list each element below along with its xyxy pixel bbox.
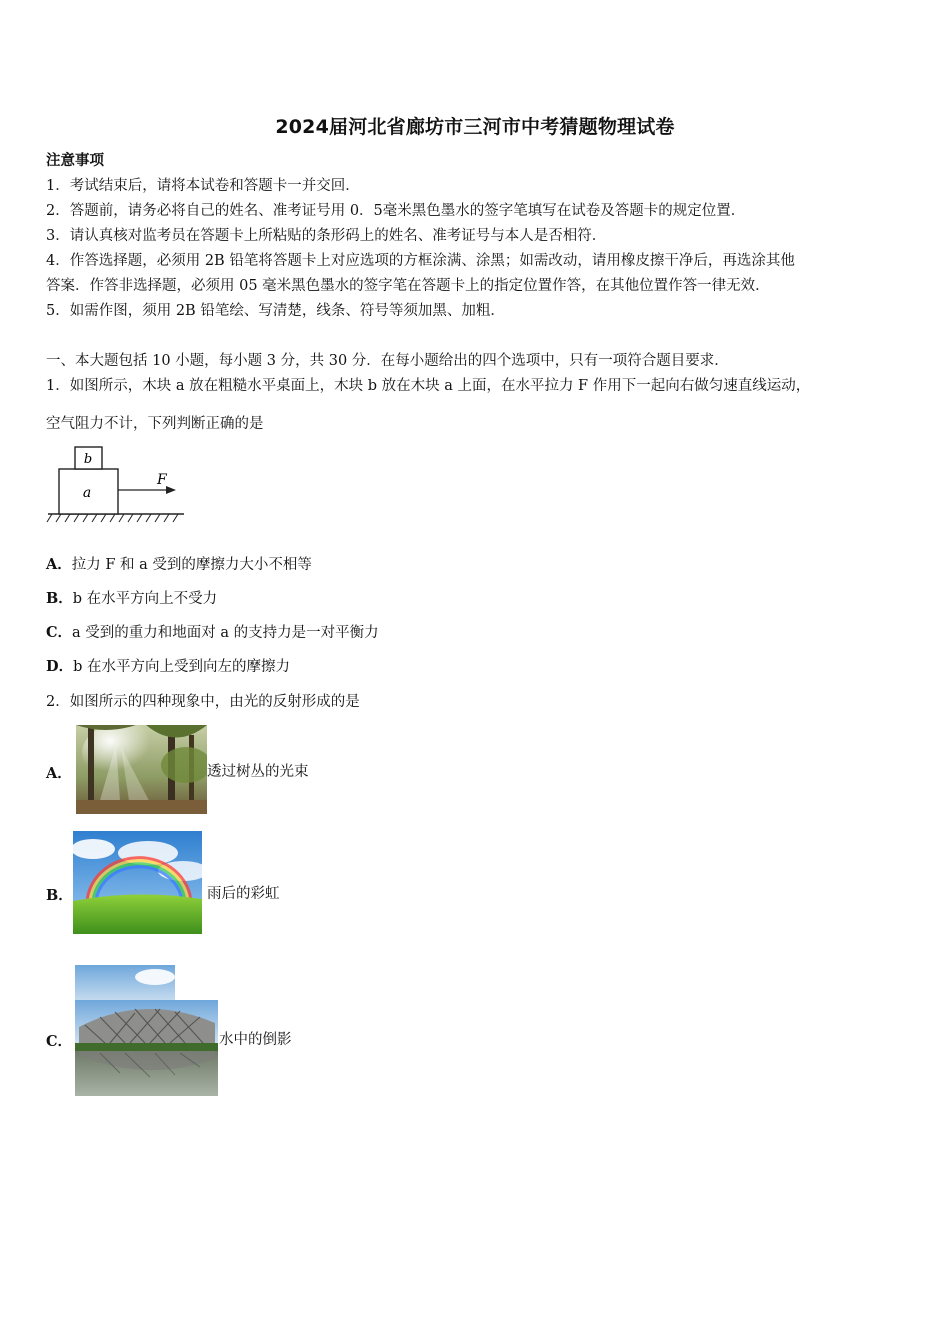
q2-option-a-letter: A．: [46, 765, 72, 782]
option-letter: B．: [46, 590, 73, 607]
stadium-reflection-image: [75, 965, 218, 1096]
block-b-label: b: [83, 452, 93, 467]
option-text: b 在水平方向上不受力: [72, 591, 218, 607]
option-text: 拉力 F 和 a 受到的摩擦力大小不相等: [71, 557, 312, 573]
ground-hatching: [47, 514, 184, 522]
block-a-label: a: [82, 485, 92, 501]
question-1-stem-cont: 空气阻力不计，下列判断正确的是: [46, 416, 264, 432]
q2-option-b-text: 雨后的彩虹: [207, 886, 280, 902]
notice-heading: 注意事项: [46, 152, 104, 169]
section-heading: 一、本大题包括 10 小题，每小题 3 分，共 30 分．在每小题给出的四个选项中，只有一项符合题目要求．: [46, 353, 729, 369]
q1-option-b: [46, 589, 217, 609]
rainbow-over-grass-image: [73, 831, 202, 934]
forest-light-beams-image: [76, 725, 207, 814]
notice-item: 答案．作答非选择题，必须用 05 毫米黑色墨水的签字笔在答题卡上的指定位置作答，在其他位置作答一律无效．: [46, 278, 770, 294]
option-letter: A．: [46, 556, 72, 573]
q1-option-d: [46, 657, 290, 677]
block-force-diagram: [46, 444, 188, 530]
option-letter: D．: [46, 658, 74, 675]
q2-option-a-text: 透过树丛的光束: [207, 764, 309, 780]
question-2-stem: 2．如图所示的四种现象中，由光的反射形成的是: [46, 694, 360, 710]
q1-option-a: [46, 555, 312, 575]
q2-option-c-text: 水中的倒影: [219, 1032, 292, 1048]
notice-item: 1．考试结束后，请将本试卷和答题卡一并交回．: [46, 178, 360, 194]
option-letter: C．: [46, 624, 73, 641]
option-text: b 在水平方向上受到向左的摩擦力: [73, 659, 290, 675]
notice-item: 5．如需作图，须用 2B 铅笔绘、写清楚，线条、符号等须加黑、加粗．: [46, 303, 505, 319]
q2-option-c-letter: C．: [46, 1033, 73, 1050]
q1-option-c: [46, 623, 379, 643]
notice-item: 3．请认真核对监考员在答题卡上所粘贴的条形码上的姓名、准考证号与本人是否相符．: [46, 228, 607, 244]
option-text: a 受到的重力和地面对 a 的支持力是一对平衡力: [72, 625, 379, 641]
notice-item: 4．作答选择题，必须用 2B 铅笔将答题卡上对应选项的方框涂满、涂黑；如需改动，请用橡皮擦干净后，再选涂其他: [46, 253, 795, 269]
page-title: 2024届河北省廊坊市三河市中考猜题物理试卷: [275, 116, 675, 138]
force-arrowhead: [166, 486, 176, 494]
notice-item: 2．答题前，请务必将自己的姓名、准考证号用 0．5毫米黑色墨水的签字笔填写在试卷及答题卡的规定位置．: [46, 203, 746, 219]
force-label: F: [157, 472, 167, 488]
q2-option-b-letter: B．: [46, 887, 73, 904]
question-1-stem: 1．如图所示，木块 a 放在粗糙水平桌面上，木块 b 放在木块 a 上面，在水平拉力 F 作用下一起向右做匀速直线运动，: [46, 378, 811, 394]
